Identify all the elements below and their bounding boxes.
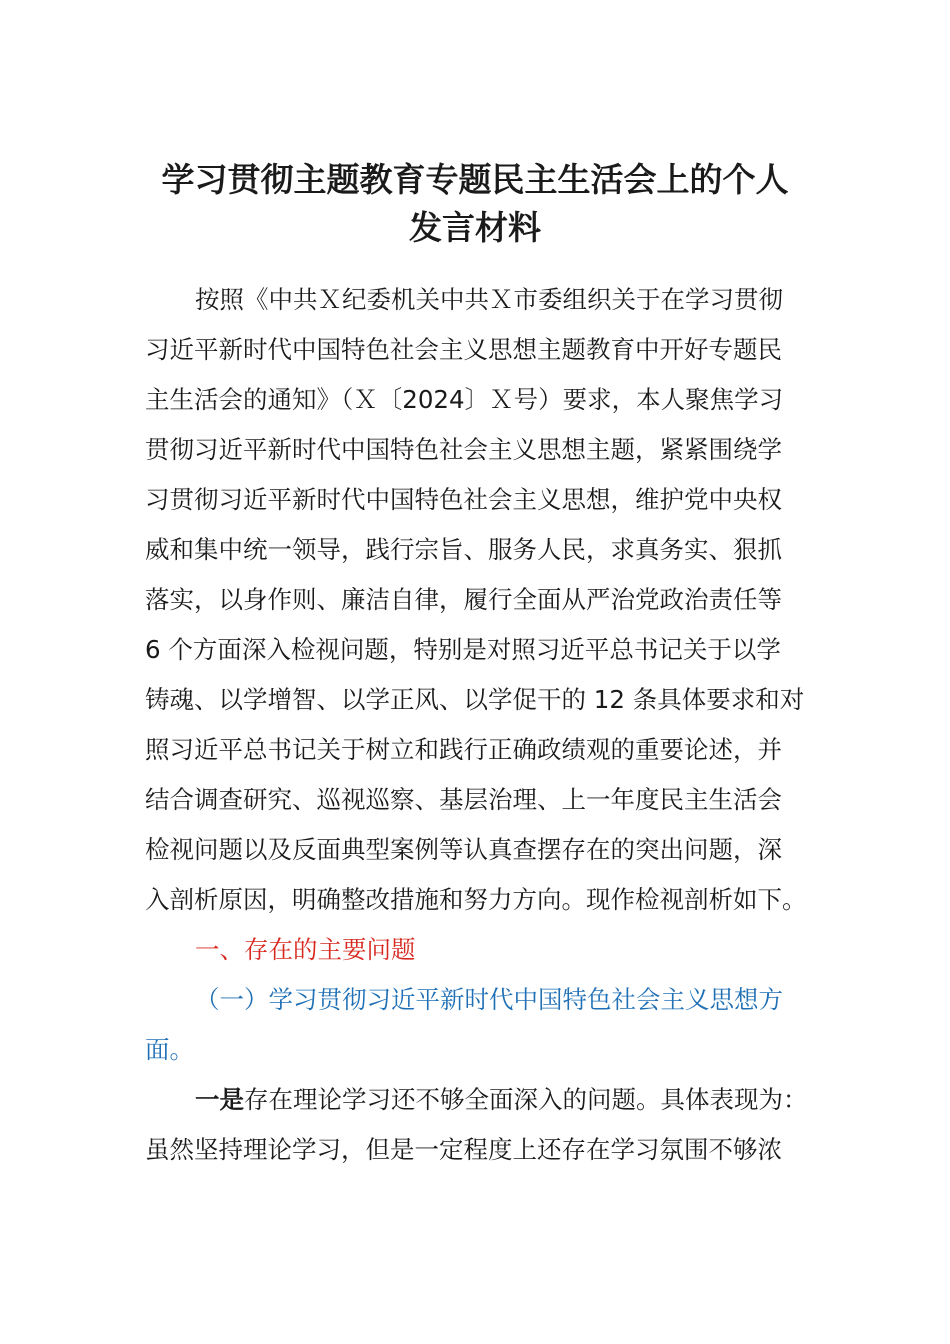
- intro-line-9: 铸魂、以学增智、以学正风、以学促干的 12 条具体要求和对: [145, 685, 805, 714]
- intro-line-7: 落实，以身作则、廉洁自律，履行全面从严治党政治责任等: [145, 585, 782, 614]
- subsection-heading-line-1: （一）学习贯彻习近平新时代中国特色社会主义思想方: [195, 985, 783, 1014]
- intro-line-2: 习近平新时代中国特色社会主义思想主题教育中开好专题民: [145, 335, 782, 364]
- intro-line-11: 结合调查研究、巡视巡察、基层治理、上一年度民主生活会: [145, 785, 782, 814]
- intro-line-12: 检视问题以及反面典型案例等认真查摆存在的突出问题，深: [145, 835, 782, 864]
- section-heading: 一、存在的主要问题: [195, 935, 416, 964]
- intro-line-10: 照习近平总书记关于树立和践行正确政绩观的重要论述，并: [145, 735, 782, 764]
- subsection-heading-line-2: 面。: [145, 1035, 194, 1064]
- intro-line-1: 按照《中共Ｘ纪委机关中共Ｘ市委组织关于在学习贯彻: [195, 285, 783, 314]
- intro-line-6: 威和集中统一领导，践行宗旨、服务人民，求真务实、狠抓: [145, 535, 782, 564]
- intro-line-8: 6 个方面深入检视问题，特别是对照习近平总书记关于以学: [145, 635, 781, 664]
- document-title-line-1: 学习贯彻主题教育专题民主生活会上的个人: [161, 160, 789, 199]
- point-one-line-2: 虽然坚持理论学习，但是一定程度上还存在学习氛围不够浓: [145, 1135, 782, 1164]
- point-one-line-1-text: 存在理论学习还不够全面深入的问题。具体表现为：: [244, 1085, 808, 1114]
- point-one-lead: 一是: [195, 1085, 244, 1114]
- point-one-line-1: [195, 1085, 808, 1115]
- intro-line-4: 贯彻习近平新时代中国特色社会主义思想主题，紧紧围绕学: [145, 435, 782, 464]
- intro-line-3: 主生活会的通知》（Ｘ〔2024〕Ｘ号）要求，本人聚焦学习: [145, 385, 784, 414]
- intro-line-13: 入剖析原因，明确整改措施和努力方向。现作检视剖析如下。: [145, 885, 807, 914]
- intro-line-5: 习贯彻习近平新时代中国特色社会主义思想，维护党中央权: [145, 485, 782, 514]
- document-title-line-2: 发言材料: [409, 208, 541, 247]
